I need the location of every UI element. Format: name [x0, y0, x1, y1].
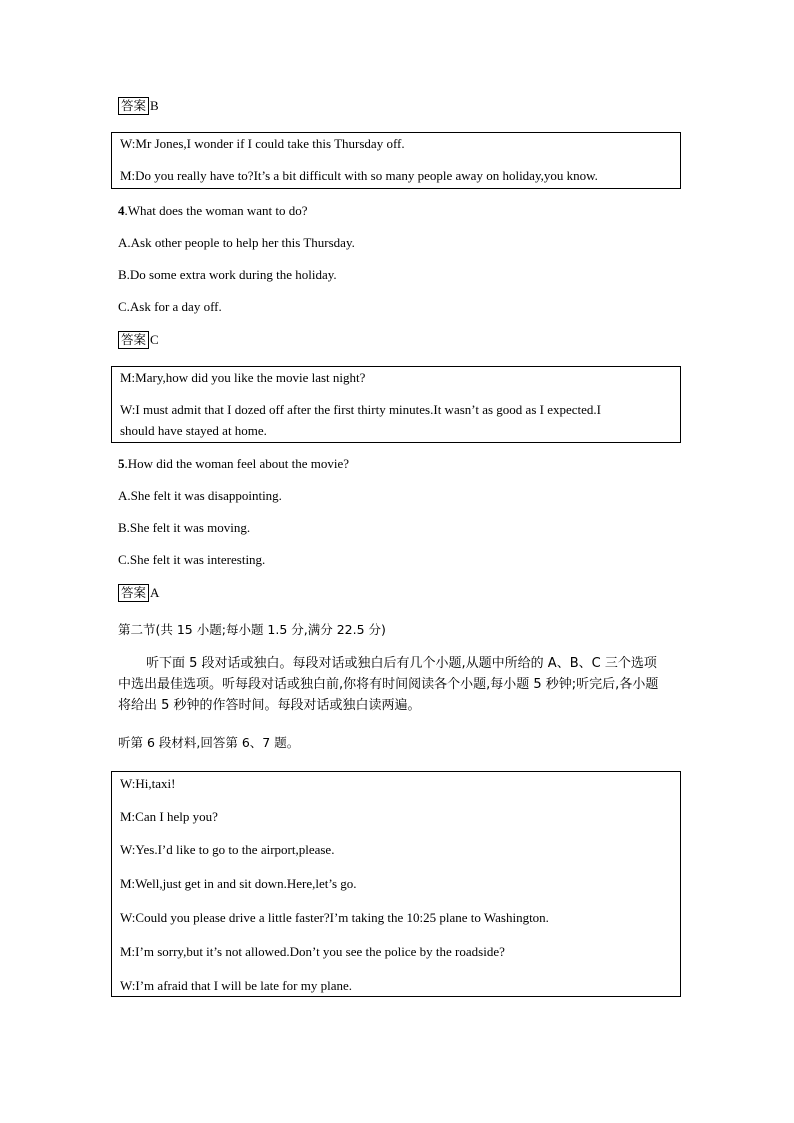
question-4	[118, 203, 308, 219]
question-number: 4	[118, 203, 125, 218]
option-c: C.Ask for a day off.	[118, 299, 222, 314]
material-prompt: 听第 6 段材料,回答第 6、7 题。	[118, 735, 300, 750]
dialog-box-4	[111, 366, 681, 443]
answer-row-4	[118, 331, 159, 349]
section-title: 第二节(共 15 小题;每小题 1.5 分,满分 22.5 分)	[118, 622, 386, 637]
question-number: 5	[118, 456, 125, 471]
question-5	[118, 456, 349, 472]
question-text: .How did the woman feel about the movie?	[124, 456, 350, 471]
dialog-line: M:Do you really have to?It’s a bit difficult with so many people away on holiday,you know.	[120, 168, 598, 183]
dialog-line: W:Yes.I’d like to go to the airport,please.	[120, 842, 335, 857]
option-b: B.She felt it was moving.	[118, 520, 251, 535]
question-text: .What does the woman want to do?	[124, 203, 308, 218]
dialog-line: should have stayed at home.	[120, 423, 267, 438]
answer-row-3	[118, 97, 159, 115]
dialog-line: M:Can I help you?	[120, 809, 218, 824]
section-instructions: 听下面 5 段对话或独白。每段对话或独白后有几个小题,从题中所给的 A、B、C 三个选项中选出最佳选项。听每段对话或独白前,你将有时间阅读各个小题,每小题 5 秒钟;听完后,各小题将给出 5 秒钟的作答时间。每段对话或独白读两遍。	[118, 656, 659, 713]
option-a: A.Ask other people to help her this Thursday.	[118, 235, 355, 250]
dialog-line: W:Hi,taxi!	[120, 776, 176, 791]
answer-label: 答案	[118, 584, 149, 602]
answer-row-5	[118, 584, 159, 602]
dialog-box-3	[111, 132, 681, 189]
answer-value: A	[150, 585, 160, 600]
dialog-line: W:I’m afraid that I will be late for my plane.	[120, 978, 352, 993]
dialog-line: W:I must admit that I dozed off after the first thirty minutes.It wasn’t as good as I expected.I	[120, 402, 601, 417]
answer-label: 答案	[118, 331, 149, 349]
dialog-line: W:Mr Jones,I wonder if I could take this Thursday off.	[120, 136, 405, 151]
dialog-line: M:Mary,how did you like the movie last night?	[120, 370, 366, 385]
answer-value: B	[150, 98, 159, 113]
dialog-line: M:Well,just get in and sit down.Here,let’s go.	[120, 876, 357, 891]
option-b: B.Do some extra work during the holiday.	[118, 267, 337, 282]
option-c: C.She felt it was interesting.	[118, 552, 266, 567]
answer-value: C	[150, 332, 159, 347]
dialog-line: M:I’m sorry,but it’s not allowed.Don’t you see the police by the roadside?	[120, 944, 505, 959]
dialog-box-6	[111, 771, 681, 997]
answer-label: 答案	[118, 97, 149, 115]
option-a: A.She felt it was disappointing.	[118, 488, 282, 503]
dialog-line: W:Could you please drive a little faster?I’m taking the 10:25 plane to Washington.	[120, 910, 549, 925]
